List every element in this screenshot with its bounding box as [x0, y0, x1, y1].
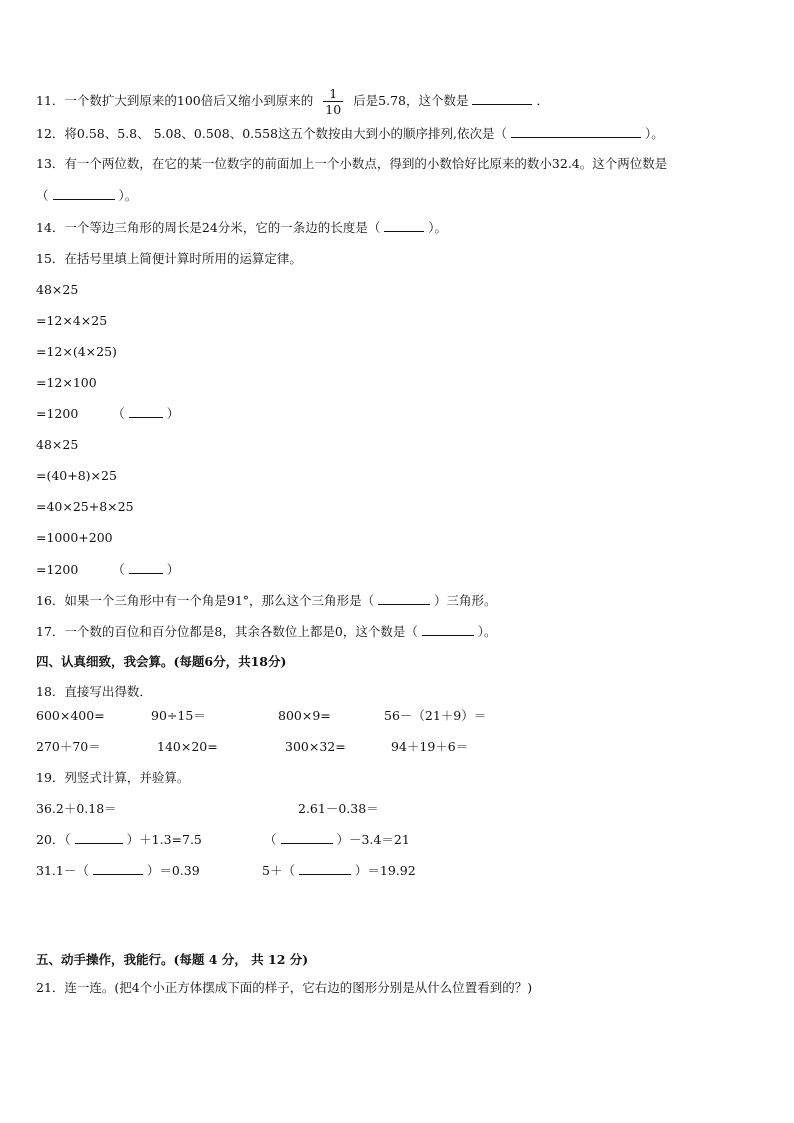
paren-close: ）	[166, 562, 180, 577]
q12-text: 12．将0.58、5.8、 5.08、0.508、0.558这五个数按由大到小的顺序排列,依次是（	[36, 126, 507, 141]
fraction-numerator: 1	[323, 86, 343, 102]
q12-end: ）。	[644, 126, 664, 141]
question-11	[36, 86, 549, 117]
fill-equation	[36, 832, 202, 848]
q14-text: 14．一个等边三角形的周长是24分米，它的一条边的长度是（	[36, 220, 381, 235]
question-16	[36, 593, 497, 609]
answer-blank[interactable]	[384, 220, 424, 232]
mental-calc-item: 800×9=	[278, 708, 331, 723]
calc-step: 48×25	[36, 282, 79, 297]
answer-blank[interactable]	[378, 593, 430, 605]
q11-text-after: 后是5.78，这个数是	[353, 93, 469, 108]
vertical-calc-item: 2.61－0.38＝	[298, 801, 379, 816]
calc-step: 48×25	[36, 437, 79, 452]
q11-end: ．	[536, 93, 549, 108]
q13-text: 13．有一个两位数，在它的某一位数字的前面加上一个小数点，得到的小数恰好比原来的数小32.4。这个两位数是	[36, 156, 668, 171]
calc-step: =12×(4×25)	[36, 344, 117, 359]
calc-step: =12×4×25	[36, 313, 108, 328]
section-4-heading: 四、认真细致，我会算。(每题6分，共18分)	[36, 654, 287, 669]
question-13-line-1	[36, 156, 667, 172]
paren-open: （	[64, 832, 71, 847]
fill-equation	[262, 863, 416, 879]
answer-blank[interactable]	[129, 562, 163, 574]
question-15-title: 15．在括号里填上简便计算时所用的运算定律。	[36, 251, 302, 266]
equation-head: 31.1－（	[36, 863, 89, 878]
q13-end: ）。	[118, 188, 138, 203]
equation-tail: ）＝0.39	[146, 863, 200, 878]
question-14	[36, 220, 447, 236]
q16-text: 16．如果一个三角形中有一个角是91°，那么这个三角形是（	[36, 593, 375, 608]
calc-step: =1000+200	[36, 530, 113, 545]
answer-blank[interactable]	[422, 624, 474, 636]
q11-text: 11．一个数扩大到原来的100倍后又缩小到原来的	[36, 93, 314, 108]
answer-blank[interactable]	[75, 832, 123, 844]
section-5-heading: 五、动手操作，我能行。(每题 4 分， 共 12 分)	[36, 952, 309, 967]
answer-blank[interactable]	[93, 863, 143, 875]
mental-calc-item: 94＋19＋6＝	[391, 739, 469, 754]
vertical-calc-item: 36.2＋0.18＝	[36, 801, 117, 816]
calc-result-row	[36, 562, 179, 578]
answer-blank[interactable]	[299, 863, 351, 875]
question-17	[36, 624, 497, 640]
mental-calc-item: 90÷15＝	[151, 708, 206, 723]
equation-head: 5＋（	[262, 863, 295, 878]
mental-calc-item: 600×400=	[36, 708, 105, 723]
q17-text: 17．一个数的百位和百分位都是8，其余各数位上都是0，这个数是（	[36, 624, 418, 639]
question-13-line-2	[36, 188, 137, 204]
question-12	[36, 126, 664, 142]
mental-calc-item: 300×32=	[285, 739, 346, 754]
calc-result-row	[36, 406, 179, 422]
fill-equation	[264, 832, 410, 848]
question-21: 21．连一连。(把4个小正方体摆成下面的样子，它右边的图形分别是从什么位置看到的？)	[36, 980, 533, 995]
answer-blank[interactable]	[129, 406, 163, 418]
paren-open: （	[264, 832, 277, 847]
answer-blank[interactable]	[281, 832, 333, 844]
mental-calc-item: 270＋70＝	[36, 739, 101, 754]
equation-tail: ）＋1.3=7.5	[126, 832, 202, 847]
equation-tail: ）－3.4＝21	[336, 832, 410, 847]
question-18-title: 18．直接写出得数．	[36, 684, 152, 699]
q17-end: ）。	[477, 624, 497, 639]
fraction-denominator: 10	[325, 102, 342, 117]
paren-close: ）	[166, 406, 180, 421]
answer-blank[interactable]	[511, 126, 641, 138]
q14-end: ）。	[428, 220, 448, 235]
mental-calc-item: 140×20=	[157, 739, 218, 754]
q16-end: ）三角形。	[434, 593, 497, 608]
calc-step: =1200	[36, 406, 79, 421]
calc-step: =(40+8)×25	[36, 468, 117, 483]
question-19-title: 19．列竖式计算，并验算。	[36, 770, 190, 785]
calc-step: =1200	[36, 562, 79, 577]
paren-open: （	[112, 562, 125, 577]
fraction-one-tenth	[323, 86, 343, 117]
paren-open: （	[112, 406, 125, 421]
q13-open: （	[36, 188, 49, 203]
fill-equation	[36, 863, 200, 879]
calc-step: =12×100	[36, 375, 97, 390]
equation-tail: ）＝19.92	[354, 863, 416, 878]
mental-calc-item: 56－（21＋9）＝	[384, 708, 487, 723]
q20-label: 20．	[36, 832, 65, 847]
answer-blank[interactable]	[472, 93, 532, 105]
calc-step: =40×25+8×25	[36, 499, 134, 514]
answer-blank[interactable]	[53, 188, 115, 200]
